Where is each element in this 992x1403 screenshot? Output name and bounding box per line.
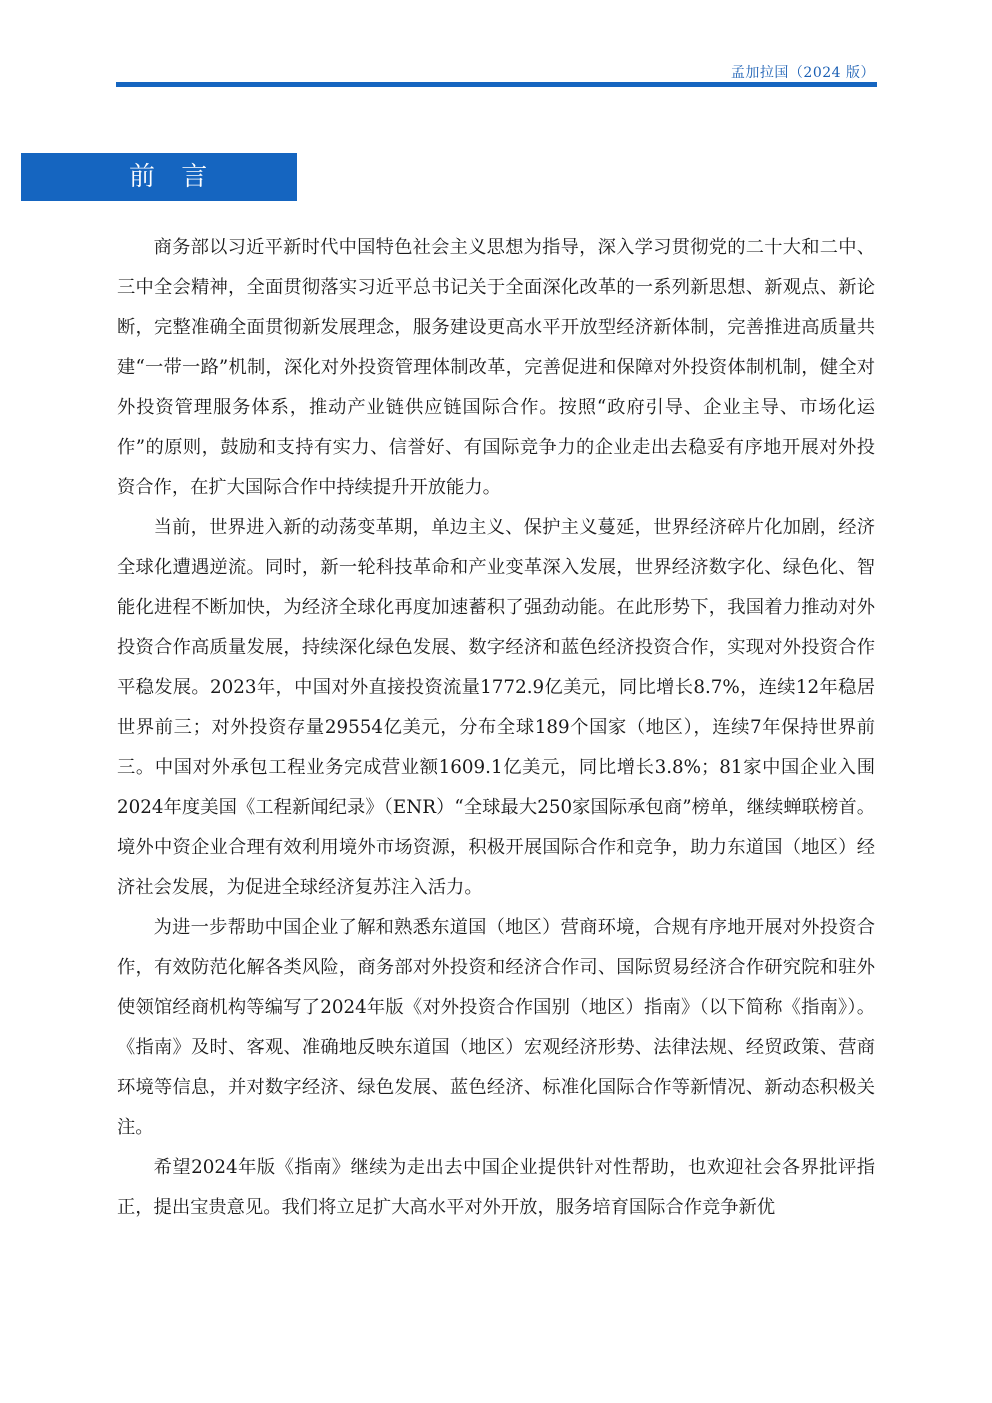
paragraph: 希望2024年版《指南》继续为走出去中国企业提供针对性帮助，也欢迎社会各界批评指正，提出宝贵意见。我们将立足扩大高水平对外开放，服务培育国际合作竞争新优 bbox=[117, 1157, 875, 1218]
body-text bbox=[117, 228, 875, 1228]
section-banner bbox=[21, 153, 297, 201]
paragraph: 商务部以习近平新时代中国特色社会主义思想为指导，深入学习贯彻党的二十大和二中、三中全会精神，全面贯彻落实习近平总书记关于全面深化改革的一系列新思想、新观点、新论断，完整准确全面贯彻新发展理念，服务建设更高水平开放型经济新体制，完善推进高质量共建“一带一路”机制，深化对外投资管理体制改革，完善促进和保障对外投资体制机制，健全对外投资管理服务体系，推动产业链供应链国际合作。按照“政府引导、企业主导、市场化运作”的原则，鼓励和支持有实力、信誉好、有国际竞争力的企业走出去稳妥有序地开展对外投资合作，在扩大国际合作中持续提升开放能力。 bbox=[117, 237, 875, 498]
running-header: 孟加拉国（2024 版） bbox=[730, 65, 875, 81]
paragraph: 为进一步帮助中国企业了解和熟悉东道国（地区）营商环境，合规有序地开展对外投资合作，有效防范化解各类风险，商务部对外投资和经济合作司、国际贸易经济合作研究院和驻外使领馆经商机构等编写了2024年版《对外投资合作国别（地区）指南》（以下简称《指南》）。《指南》及时、客观、准确地反映东道国（地区）宏观经济形势、法律法规、经贸政策、营商环境等信息，并对数字经济、绿色发展、蓝色经济、标准化国际合作等新情况、新动态积极关注。 bbox=[117, 917, 875, 1138]
paragraph: 当前，世界进入新的动荡变革期，单边主义、保护主义蔓延，世界经济碎片化加剧，经济全球化遭遇逆流。同时，新一轮科技革命和产业变革深入发展，世界经济数字化、绿色化、智能化进程不断加快，为经济全球化再度加速蓄积了强劲动能。在此形势下，我国着力推动对外投资合作高质量发展，持续深化绿色发展、数字经济和蓝色经济投资合作，实现对外投资合作平稳发展。2023年，中国对外直接投资流量1772.9亿美元，同比增长8.7%，连续12年稳居世界前三；对外投资存量29554亿美元，分布全球189个国家（地区），连续7年保持世界前三。中国对外承包工程业务完成营业额1609.1亿美元，同比增长3.8%；81家中国企业入围2024年度美国《工程新闻纪录》（ENR）“全球最大250家国际承包商”榜单，继续蝉联榜首。境外中资企业合理有效利用境外市场资源，积极开展国际合作和竞争，助力东道国（地区）经济社会发展，为促进全球经济复苏注入活力。 bbox=[117, 517, 875, 898]
header-rule bbox=[116, 82, 877, 87]
section-title: 前 言 bbox=[129, 162, 217, 192]
